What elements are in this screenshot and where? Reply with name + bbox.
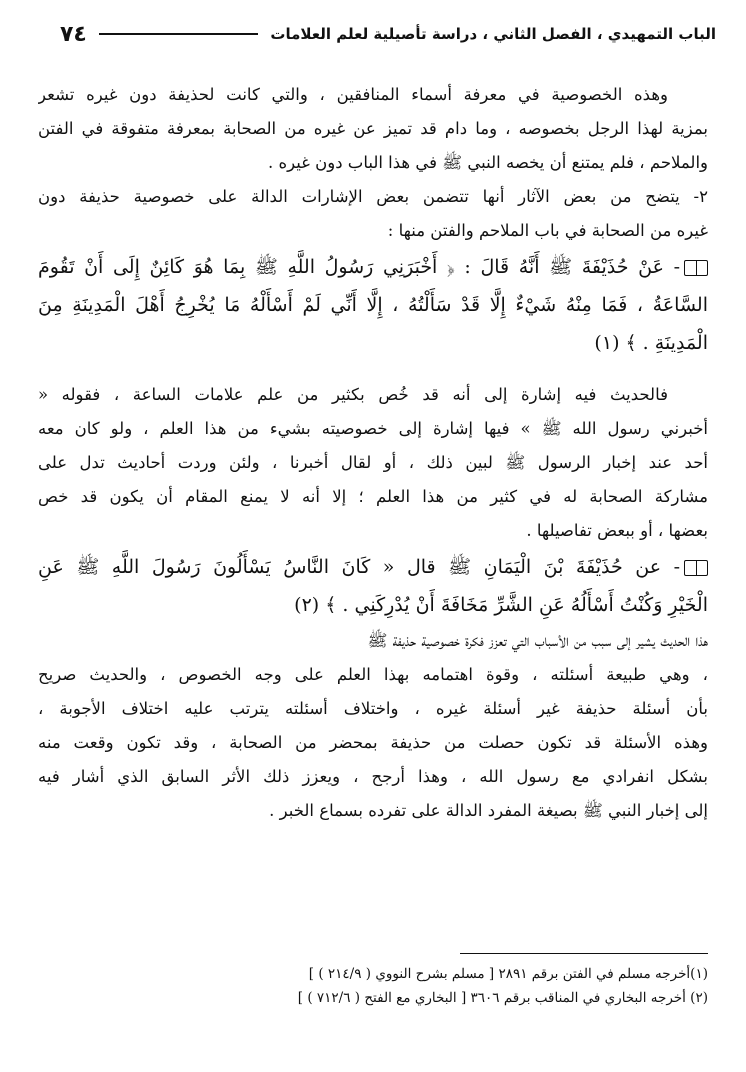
text-line: إلى إخبار النبي ﷺ بصيغة المفرد الدالة على تفرده بسماع الخبر . xyxy=(269,801,708,820)
paragraph-1 xyxy=(38,78,708,180)
hadith-line: السَّاعَةُ ، فَمَا مِنْهُ شَيْءٌ إِلَّا قَدْ سَأَلْتُهُ ، إِلَّا أَنِّي لَمْ أَسْأَلْهُ مَا يُخْرِجُ أَهْلَ الْمَدِينَةِ مِنَ xyxy=(38,294,708,316)
header-rule xyxy=(99,33,259,35)
hadith-text: - عن حُذَيْفَةَ بْنَ الْيَمَانِ ﷺ قال « كَانَ النَّاسُ يَسْأَلُونَ رَسُولَ اللَّهِ ﷺ عَنِ xyxy=(38,556,680,578)
text-line: بشكل انفرادي مع رسول الله ، وهذا أرجح ، ويعزز ذلك الأثر السابق الذي أشار فيه xyxy=(38,767,708,786)
text-line: ٢- يتضح من بعض الآثار أنها تتضمن بعض الإشارات الدالة على خصوصية حذيفة دون xyxy=(38,187,708,206)
text-line: بأن أسئلة حذيفة غير أسئلة غيره ، واختلاف أسئلته يترتب عليه اختلاف الأجوبة ، xyxy=(38,699,708,718)
page-header xyxy=(60,16,716,52)
page-number: ٧٤ xyxy=(60,21,87,47)
footnote: (١)أخرجه مسلم في الفتن برقم ٢٨٩١ [ مسلم بشرح النووي ( ٢١٤/٩ ) ] xyxy=(308,966,708,982)
hadith-line xyxy=(38,548,708,586)
page-body xyxy=(38,78,708,828)
footnote: (٢) أخرجه البخاري في المناقب برقم ٣٦٠٦ [ البخاري مع الفتح ( ٧١٢/٦ ) ] xyxy=(297,990,708,1006)
text-line: مشاركة الصحابة له في كثير من هذا العلم ؛ إلا أنه لا يمنع المقام أن يكون قد خص xyxy=(38,487,708,506)
text-line: أخبرني رسول الله ﷺ » فيها إشارة إلى خصوصيته بشيء من هذا العلم ، ولو كان معه xyxy=(38,419,708,438)
text-line: وهذه الأسئلة قد تكون حصلت من حذيفة بمحضر من الصحابة ، وقد تكون وقعت منه xyxy=(38,733,708,752)
text-line: والملاحم ، فلم يمتنع أن يخصه النبي ﷺ في هذا الباب دون غيره . xyxy=(268,153,708,172)
spacer xyxy=(38,362,708,378)
book-icon xyxy=(684,260,708,276)
text-line: بعضها ، أو ببعض تفاصيلها . xyxy=(526,521,708,540)
paragraph-4 xyxy=(38,624,708,828)
hadith-line: الْخَيْرِ وَكُنْتُ أَسْأَلُهُ عَنِ الشَّرِّ مَخَافَةَ أَنْ يُدْرِكَنِي . ﴾ (٢) xyxy=(294,594,708,616)
footnote-divider xyxy=(460,953,708,954)
hadith-1 xyxy=(38,248,708,362)
hadith-line xyxy=(38,248,708,286)
text-line: فالحديث فيه إشارة إلى أنه قد خُص بكثير من علم علامات الساعة ، فقوله « xyxy=(38,385,668,404)
paragraph-3 xyxy=(38,378,708,548)
text-line: غيره من الصحابة في باب الملاحم والفتن منها : xyxy=(387,221,708,240)
paragraph-2 xyxy=(38,180,708,248)
text-line: وهذه الخصوصية في معرفة أسماء المنافقين ، والتي كانت لحذيفة دون غيره تشعر xyxy=(38,85,668,104)
hadith-line: الْمَدِينَةِ . ﴾ (١) xyxy=(594,332,708,354)
text-line: بمزية لهذا الرجل بخصوصه ، وما دام قد تميز عن غيره من الصحابة بمعرفة متفوقة في الفتن xyxy=(38,119,708,138)
book-icon xyxy=(684,560,708,576)
hadith-text: - عَنْ حُذَيْفَةَ ﷺ أَنَّهُ قَالَ : ﴿ أَخْبَرَنِي رَسُولُ اللَّهِ ﷺ بِمَا هُوَ كَائِنٌ إِلَى أَنْ تَقُومَ xyxy=(38,256,680,278)
running-title: الباب التمهيدي ، الفصل الثاني ، دراسة تأصيلية لعلم العلامات xyxy=(270,25,716,43)
text-line: أحد عند إخبار الرسول ﷺ لبين ذلك ، أو لقال أخبرنا ، ولئن وردت أحاديث تدل على xyxy=(38,453,708,472)
hadith-2 xyxy=(38,548,708,624)
text-line: ، وهي طبيعة أسئلته ، وقوة اهتمامه بهذا العلم على وجه الخصوص ، والحديث صريح xyxy=(38,665,708,684)
footnotes xyxy=(80,962,708,1010)
text-line: هذا الحديث يشير إلى سبب من الأسباب التي تعزز فكرة خصوصية حذيفة ﷺ xyxy=(367,631,708,650)
